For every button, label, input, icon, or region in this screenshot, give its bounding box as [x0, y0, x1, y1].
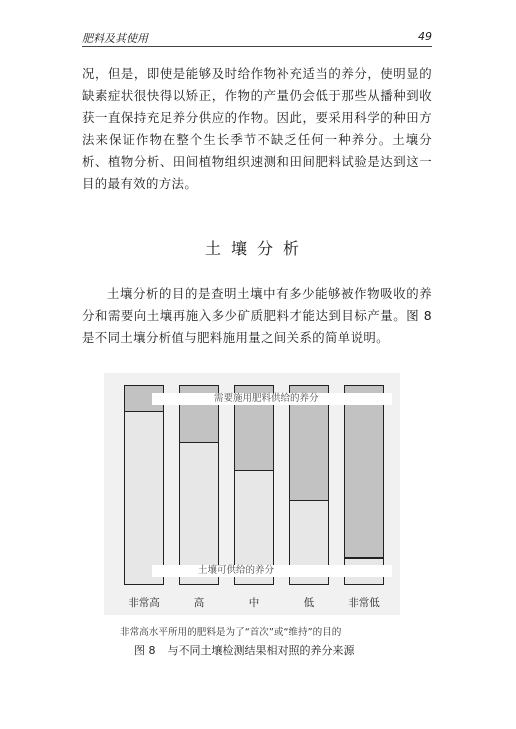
category-label: 中 [248, 597, 260, 609]
bar-3 [289, 385, 329, 585]
header-rule [82, 46, 432, 47]
bar-boundary-line [345, 557, 383, 559]
running-title: 肥料及其使用 [82, 32, 148, 45]
bar-boundary-line [125, 411, 163, 412]
bar-fertilizer-segment [345, 386, 383, 558]
label-fertilizer-supplied: 需要施用肥料供给的养分 [152, 393, 392, 405]
figure-caption [134, 642, 355, 658]
bar-0 [124, 385, 164, 585]
figure-note: 非常高水平所用的肥料是为了“首次”或“维持”的目的 [120, 627, 342, 638]
paragraph-continued: 况，但是，即使是能够及时给作物补充适当的养分，使明显的缺素症状很快得以矫正，作物的产量仍会低于那些从播种到收获一直保持充足养分供应的作物。因此，要采用科学的种田方法来保证作物在整个生长季节不缺乏任何一种养分。土壤分析、植物分析、田间植物组织速测和田间肥料试验是达到这一目的最有效的方法。 [82, 66, 432, 191]
figure-caption-text: 与不同土壤检测结果相对照的养分来源 [167, 644, 355, 657]
category-label: 非常高 [128, 597, 160, 609]
page-number: 49 [418, 30, 432, 43]
label-soil-supplied: 土壤可供给的养分 [152, 565, 392, 577]
bar-1 [179, 385, 219, 585]
category-label: 高 [193, 597, 205, 609]
section-heading: 土壤分析 [204, 239, 309, 258]
bar-boundary-line [290, 500, 328, 501]
category-label: 低 [303, 597, 315, 609]
figure-number: 图 8 [134, 644, 156, 657]
paragraph-soil-analysis: 土壤分析的目的是查明土壤中有多少能够被作物吸收的养分和需要向土壤再施入多少矿质肥料才能达到目标产量。图 8 是不同土壤分析值与肥料施用量之间关系的简单说明。 [82, 286, 432, 345]
bar-2 [234, 385, 274, 585]
page-header [82, 28, 432, 48]
category-label: 非常低 [348, 597, 380, 609]
figure-8-chart [104, 373, 400, 615]
bar-boundary-line [235, 470, 273, 471]
bar-4 [344, 385, 384, 585]
bar-boundary-line [180, 442, 218, 443]
